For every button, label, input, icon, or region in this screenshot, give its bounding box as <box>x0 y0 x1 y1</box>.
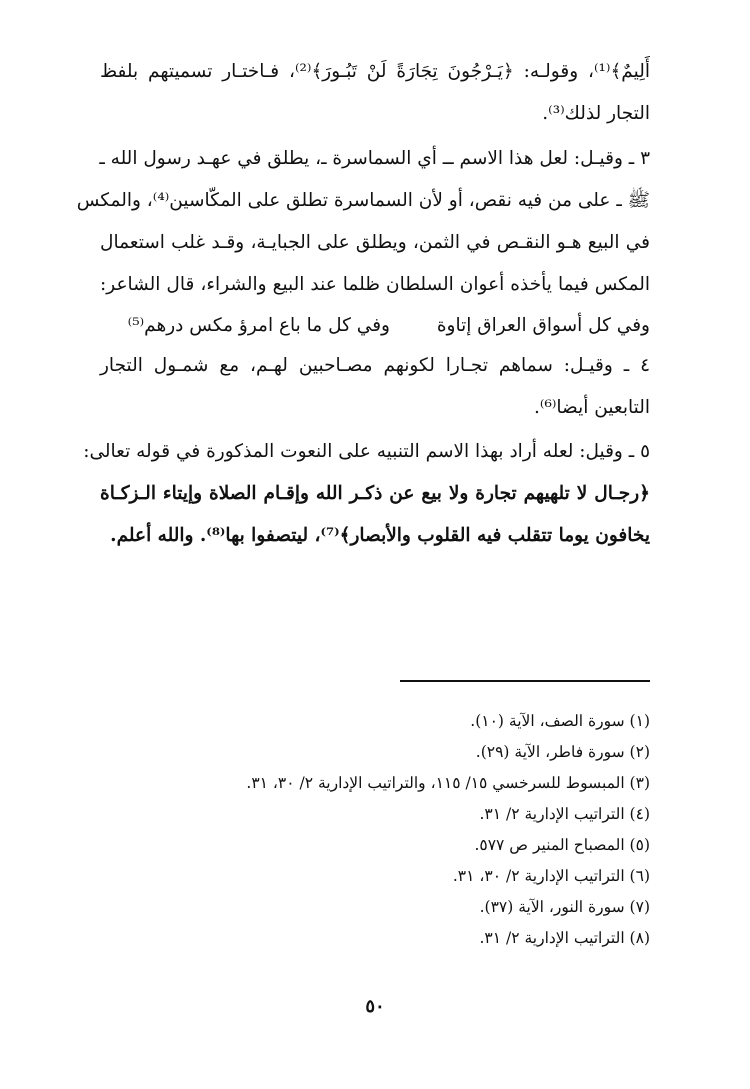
footnote-6: (٦) التراتيب الإدارية ٢/ ٣٠، ٣١. <box>452 867 650 885</box>
verse-first-hemistich: وفي كل أسواق العراق إتاوة <box>436 315 650 336</box>
footnote-7: (٧) سورة النور، الآية (٣٧). <box>479 898 650 916</box>
body-line-10: ﴿رجـال لا تلهيهم تجارة ولا بيع عن ذكـر الله وإقـام الصلاة وإيتاء الـزكـاة <box>100 483 650 504</box>
body-line-7: ٤ ـ وقيـل: سماهم تجـارا لكونهم مصـاحبين لهـم، مع شمـول التجار <box>100 355 650 376</box>
body-line-2: التجار لذلك⁽³⁾. <box>542 103 650 124</box>
body-line-1: أَلِيمٌ﴾⁽¹⁾، وقولـه: ﴿يَـرْجُونَ تِجَارَةً لَنْ تَبُـورَ﴾⁽²⁾، فـاختـار تسميتهم بلفظ <box>100 61 650 82</box>
footnote-separator <box>400 680 650 682</box>
body-line-5: في البيع هـو النقـص في الثمن، ويطلق على الجبايـة، وقـد غلب استعمال <box>100 232 650 253</box>
footnote-5: (٥) المصباح المنير ص ٥٧٧. <box>474 836 650 854</box>
footnote-1: (١) سورة الصف، الآية (١٠). <box>470 712 650 730</box>
body-line-11: يخافون يوما تتقلب فيه القلوب والأبصار﴾⁽⁷⁾، ليتصفوا بها⁽⁸⁾. والله أعلم. <box>110 525 650 546</box>
footnote-2: (٢) سورة فاطر، الآية (٢٩). <box>475 743 650 761</box>
body-line-8: التابعين أيضا⁽⁶⁾. <box>534 397 650 418</box>
footnote-8: (٨) التراتيب الإدارية ٢/ ٣١. <box>479 929 650 947</box>
page-number: ٥٠ <box>365 996 385 1017</box>
body-line-6: المكس فيما يأخذه أعوان السلطان ظلما عند البيع والشراء، قال الشاعر: <box>100 274 650 295</box>
footnote-3: (٣) المبسوط للسرخسي ١٥/ ١١٥، والتراتيب الإدارية ٢/ ٣٠، ٣١. <box>246 774 650 792</box>
verse-second-hemistich: وفي كل ما باع امرؤ مكس درهم⁽⁵⁾ <box>127 315 390 336</box>
body-line-9: ٥ ـ وقيل: لعله أراد بهذا الاسم التنبيه على النعوت المذكورة في قوله تعالى: <box>83 441 650 462</box>
body-line-4: ﷺ ـ على من فيه نقص، أو لأن السماسرة تطلق على المكّاسين⁽⁴⁾، والمكس <box>76 190 650 211</box>
footnote-4: (٤) التراتيب الإدارية ٢/ ٣١. <box>479 805 650 823</box>
body-line-3: ٣ ـ وقيـل: لعل هذا الاسم ــ أي السماسرة ـ، يطلق في عهـد رسول الله ـ <box>99 148 650 169</box>
